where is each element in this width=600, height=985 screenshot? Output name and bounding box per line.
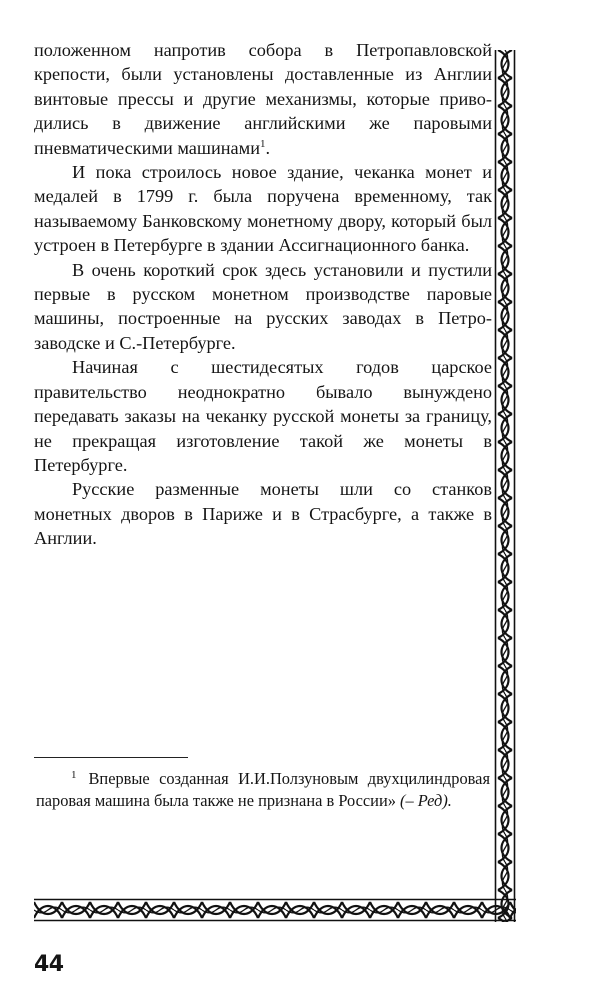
paragraph-1: положенном напротив собора в Петропавловской крепости, были установлены доставленные из Англии винтовые прессы и другие механизмы, которые приводились в движение английскими же паровыми пневматическими машинами$^1$. [34,40,492,158]
paragraph-3: В очень короткий срок здесь установили и пустили первые в русском монетном производстве паровые машины, построенные на русских заводах в Петрозаводске и С.-Петербурге. [34,259,492,353]
main-text [34,38,492,551]
footnote-divider [34,757,188,758]
paragraph-4: Начиная с шестидесятых годов царское правительство неоднократно бывало вынуждено передавать заказы на чеканку русской монеты за границу, не прекращая изготовление такой же монеты в Петербурге. [34,357,492,475]
footnote-editor-note: (– Ред). [400,790,452,810]
decorative-border-vertical [494,50,516,922]
footnote [36,768,490,811]
footnote-text: Впервые созданная И.И.Ползуновым двухцилиндровая паровая машина была также не признана в России» [36,769,490,810]
footnote-mark: 1 [71,769,77,781]
paragraph-5: Русские разменные монеты шли со станков монетных дворов в Париже и в Страсбурге, а также в Англии. [34,479,492,549]
paragraph-2: И пока строилось новое здание, чеканка монет и медалей в 1799 г. была поручена временному, так называемому Банковскому монетному двору, который был устроен в Петербурге в здании Ассигнационного банка. [34,162,492,256]
footnote-paragraph [36,768,490,811]
page-number: 44 [34,952,64,977]
paragraph-1-text: положенном напротив собора в Петропавловской крепости, были установлены доставленные из Англии винтовые прессы и другие механизмы, которые приводились в движение английскими же паровыми пневматическими машинами [34,40,492,158]
footnote-reference[interactable]: 1 [260,137,266,150]
decorative-border-horizontal [34,898,516,922]
